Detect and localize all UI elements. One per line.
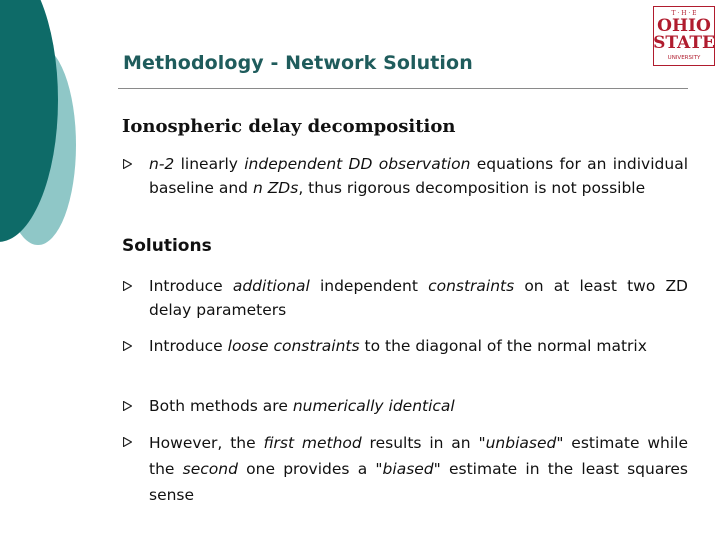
bullet-item — [123, 152, 688, 200]
slide-title: Methodology - Network Solution — [123, 52, 473, 74]
text-run: results in an — [361, 434, 479, 452]
text-run: "unbiased" — [478, 434, 564, 452]
text-run: independent — [309, 277, 429, 295]
bullet-text — [149, 430, 688, 508]
text-run: on at least two ZD delay parameters — [149, 277, 688, 319]
section-heading-ionospheric: Ionospheric delay decomposition — [122, 116, 456, 137]
text-run: "biased" — [375, 460, 441, 478]
arrowhead-bullet-icon — [123, 437, 132, 447]
text-run: constraints — [428, 277, 515, 295]
text-run: estimate while the — [149, 434, 688, 478]
arrowhead-bullet-icon — [123, 159, 132, 169]
text-run: independent DD observation — [244, 155, 471, 173]
title-divider — [118, 88, 688, 89]
bullet-item — [123, 334, 688, 358]
section-heading-solutions: Solutions — [122, 236, 212, 256]
bullet-text — [149, 394, 688, 418]
logo-text-state: STATE — [653, 33, 715, 53]
decorative-teal-shape — [0, 0, 120, 260]
text-run: However, the — [149, 434, 264, 452]
bullet-text — [149, 334, 688, 358]
text-run: Introduce — [149, 337, 228, 355]
text-run: Introduce — [149, 277, 233, 295]
text-run: Both methods are — [149, 397, 293, 415]
text-run: numerically identical — [292, 397, 455, 415]
bullet-item — [123, 394, 688, 418]
text-run: first method — [263, 434, 362, 452]
bullet-item — [123, 274, 688, 322]
text-run: second — [182, 460, 238, 478]
text-run: estimate in the least squares sense — [149, 460, 688, 504]
text-run: to the diagonal of the normal matrix — [359, 337, 647, 355]
text-run: linearly — [174, 155, 245, 173]
text-run: n-2 — [149, 155, 175, 173]
text-run: , thus rigorous decomposition is not possible — [298, 179, 646, 197]
text-run: equations for an individual baseline and — [149, 155, 688, 197]
text-run: one provides a — [237, 460, 376, 478]
arrowhead-bullet-icon — [123, 281, 132, 291]
bullet-text — [149, 274, 688, 322]
logo-text-the: T · H · E — [671, 10, 697, 17]
logo-text-university: UNIVERSITY — [667, 55, 701, 61]
text-run: n ZDs — [252, 179, 299, 197]
bullet-item — [123, 430, 688, 508]
text-run: additional — [232, 277, 310, 295]
arrowhead-bullet-icon — [123, 341, 132, 351]
arrowhead-bullet-icon — [123, 401, 132, 411]
ohio-state-logo — [653, 6, 715, 66]
text-run: loose constraints — [227, 337, 360, 355]
logo-text-ohio: OHIO — [657, 16, 711, 36]
bullet-text — [149, 152, 688, 200]
